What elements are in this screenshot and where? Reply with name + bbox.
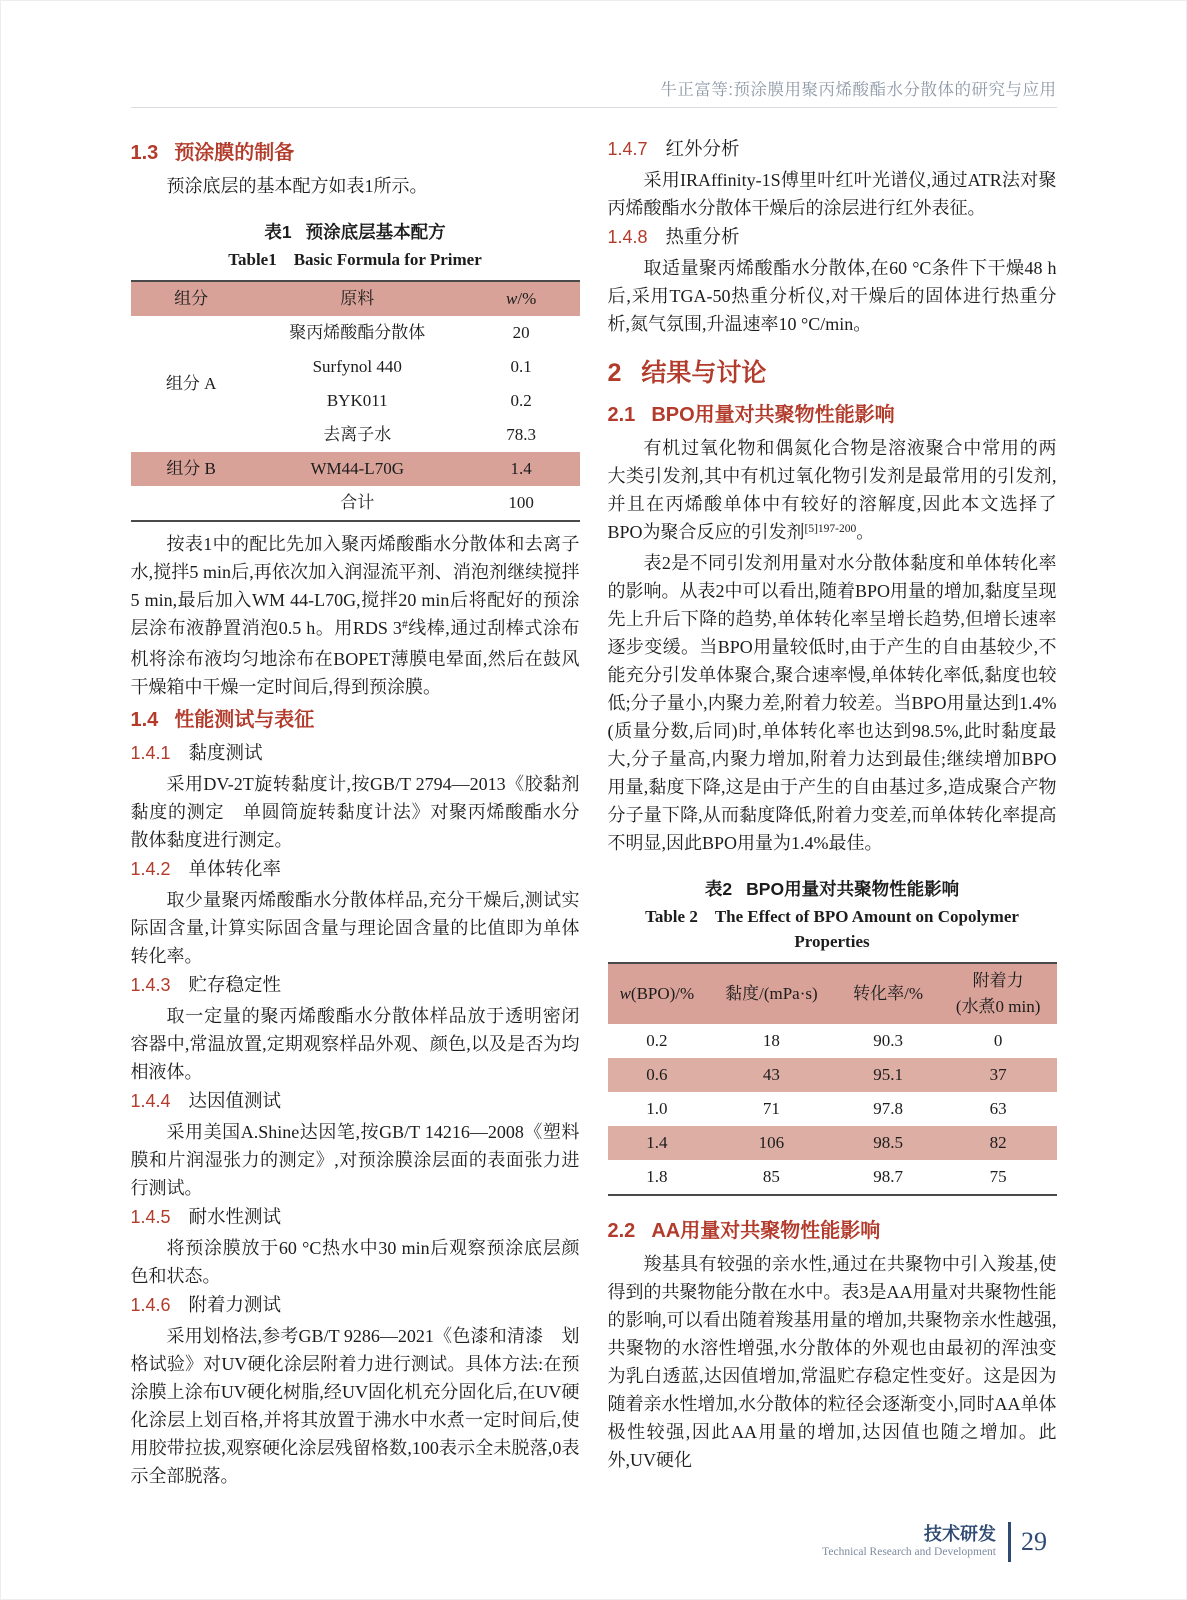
w-symbol: w [619, 984, 631, 1003]
table1-total-row [131, 486, 580, 521]
table1-basic-formula [131, 280, 580, 522]
subsection-heading-1-4-6 [131, 1291, 580, 1321]
subsection-title: 黏度测试 [188, 744, 263, 764]
table1-material: 聚丙烯酸酯分散体 [289, 323, 426, 342]
table2-caption-cn [608, 877, 1057, 902]
paragraph-dyne-test: 采用美国A.Shine达因笔,按GB/T 14216—2008《塑料 膜和片润湿张力的测定》,对预涂膜涂层面的表面张力进行测试。 [130, 1122, 598, 1198]
subsection-heading-1-4-5 [131, 1203, 580, 1233]
footer-section-label [822, 1524, 996, 1560]
table-row [608, 1092, 1057, 1126]
table1-total-label: 合计 [340, 493, 375, 512]
table2-col-viscosity: 黏度/(mPa·s) [725, 984, 818, 1003]
cell: 1.8 [646, 1167, 668, 1186]
subsection-title: 附着力测试 [188, 1296, 282, 1316]
section-number: 2.1 [607, 404, 636, 426]
table1-value: 78.3 [506, 425, 536, 444]
table2-caption-text: BPO用量对共聚物性能影响 [746, 879, 960, 899]
table1-caption-label: 表1 [264, 222, 292, 242]
table1-value: 0.1 [510, 357, 532, 376]
table1-col-material: 原料 [340, 289, 375, 308]
cell: 0.2 [646, 1031, 668, 1050]
paragraph-text: 线棒,通过刮棒式涂布机将涂布液均匀地涂布在BOPET薄膜电晕面,然后在鼓风干燥箱中干燥一定时间后,得到预涂膜。 [130, 618, 580, 697]
subsection-number: 1.4.5 [130, 1207, 171, 1227]
section-number: 2.2 [607, 1220, 636, 1242]
paragraph-ir-analysis: 采用IRAffinity-1S傅里叶红叶光谱仪,通过ATR法对聚丙烯酸酯水分散体干燥后的涂层进行红外表征。 [607, 170, 1057, 218]
subsection-title: 红外分析 [665, 140, 740, 160]
section-number: 1.4 [130, 709, 159, 731]
footer-label-cn: 技术研发 [924, 1524, 996, 1544]
page-content [131, 0, 1057, 1490]
table1-material: 去离子水 [323, 425, 392, 444]
cell: 43 [762, 1065, 780, 1084]
table-row [131, 316, 580, 350]
subsection-number: 1.4.4 [130, 1091, 171, 1111]
paragraph-aa-discussion: 羧基具有较强的亲水性,通过在共聚物中引入羧基,使得到的共聚物能分散在水中。表3是AA用量对共聚物性能的影响,可以看出随着羧基用量的增加,共聚物亲水性越强,共聚物的水溶性增强,水分散体的外观也由最初的浑浊变为乳白透蓝,达因值增加,常温贮存稳定性变好。这是因为随着亲水性增加,水分散体的粒径会逐渐变小,同时AA单体极性较强,因此AA用量的增加,达因值也随之增加。此外,UV硬化 [607, 1254, 1057, 1470]
table1-material: WM44-L70G [310, 459, 404, 478]
section-title: 结果与讨论 [641, 359, 767, 387]
spacer [131, 522, 580, 530]
section-heading-2-1 [608, 400, 1057, 430]
subsection-title: 贮存稳定性 [188, 976, 282, 996]
paragraph-text: 有机过氧化物和偶氮化合物是溶液聚合中常用的两大类引发剂,其中有机过氧化物引发剂是最常用的引发剂,并且在丙烯酸单体中有较好的溶解度,因此本文选择了BPO为聚合反应的引发剂 [607, 438, 1057, 542]
two-column-layout [131, 134, 1057, 1490]
subsection-title: 达因值测试 [188, 1092, 282, 1112]
table1-caption-cn [131, 220, 580, 245]
subsection-heading-1-4-4 [131, 1087, 580, 1117]
section-title: 性能测试与表征 [174, 709, 315, 731]
spacer [608, 1196, 1057, 1212]
subsection-title: 耐水性测试 [188, 1208, 282, 1228]
subsection-number: 1.4.3 [130, 975, 171, 995]
table1-value: 20 [512, 323, 530, 342]
paragraph-bpo-discussion: 表2是不同引发剂用量对水分散体黏度和单体转化率的影响。从表2中可以看出,随着BPO用量的增加,黏度呈现先上升后下降的趋势,单体转化率呈增长趋势,但增长速率逐步变缓。当BPO用量较低时,由于产生的自由基较少,不能充分引发单体聚合,聚合速率慢,单体转化率低,黏度也较低;分子量小,内聚力差,附着力较差。当BPO用量达到1.4%(质量分数,后同)时,单体转化率也达到98.5%,此时黏度最大,分子量高,内聚力增加,附着力达到最佳;继续增加BPO用量,黏度下降,这是由于产生的自由基过多,造成聚合产物分子量下降,从而黏度降低,附着力变差,而单体转化率提高不明显,因此BPO用量为1.4%最佳。 [607, 553, 1057, 853]
table1-header-row [131, 281, 580, 316]
cell: 90.3 [873, 1031, 903, 1050]
cell: 106 [758, 1133, 785, 1152]
subsection-heading-1-4-8 [608, 223, 1057, 253]
superscript-citation: [5]197-200 [804, 523, 857, 535]
table2-col-wbpo [608, 963, 707, 1024]
adhesion-line2: (水煮0 min) [955, 997, 1041, 1016]
cell: 37 [989, 1065, 1007, 1084]
running-head-title: 牛正富等:预涂膜用聚丙烯酸酯水分散体的研究与应用 [660, 81, 1057, 99]
cell: 97.8 [873, 1099, 903, 1118]
cell: 63 [989, 1099, 1007, 1118]
table2-col-conversion: 转化率/% [853, 984, 924, 1003]
paragraph-bpo-initiator [608, 434, 1057, 549]
table1-empty-cell [131, 486, 252, 521]
section-number: 2 [607, 359, 622, 387]
cell: 95.1 [873, 1065, 903, 1084]
table1-group-b-label: 组分 B [166, 459, 216, 478]
paragraph-water-resistance: 将预涂膜放于60 °C热水中30 min后观察预涂底层颜色和状态。 [130, 1238, 580, 1286]
table2-caption-label: 表2 [704, 879, 733, 899]
footer-label-en: Technical Research and Development [822, 1546, 996, 1558]
subsection-number: 1.4.7 [607, 139, 648, 159]
table2-col-adhesion [940, 963, 1057, 1024]
paragraph-intro-table1: 预涂底层的基本配方如表1所示。 [166, 176, 428, 196]
cell: 98.5 [873, 1133, 903, 1152]
section-heading-1-3 [131, 138, 580, 168]
subsection-heading-1-4-2 [131, 855, 580, 885]
subsection-number: 1.4.1 [130, 743, 171, 763]
cell: 18 [762, 1031, 780, 1050]
subsection-heading-1-4-1 [131, 739, 580, 769]
subsection-heading-1-4-3 [131, 971, 580, 1001]
w-unit: /% [517, 289, 537, 308]
cell: 75 [989, 1167, 1007, 1186]
paragraph-viscosity-test: 采用DV-2T旋转黏度计,按GB/T 2794—2013《胶黏剂黏度的测定 单圆筒旋转黏度计法》对聚丙烯酸酯水分散体黏度进行测定。 [130, 774, 580, 850]
section-heading-2 [608, 356, 1057, 390]
table-row [608, 1024, 1057, 1058]
section-number: 1.3 [130, 142, 159, 164]
table1-value: 0.2 [510, 391, 532, 410]
table1-col-component: 组分 [174, 289, 209, 308]
table2-bpo-effect [608, 962, 1057, 1196]
paragraph-mixing-procedure [131, 530, 580, 701]
w-symbol: w [506, 289, 518, 308]
header-rule [131, 107, 1057, 108]
table2-header-row [608, 963, 1057, 1024]
footer-divider [1008, 1522, 1011, 1562]
subsection-number: 1.4.2 [130, 859, 171, 879]
subsection-number: 1.4.8 [607, 227, 648, 247]
table1-caption-text: 预涂底层基本配方 [305, 222, 446, 242]
cell: 98.7 [873, 1167, 903, 1186]
table-row [608, 1126, 1057, 1160]
table1-material: Surfynol 440 [312, 357, 402, 376]
table-row [608, 1160, 1057, 1195]
paragraph-adhesion-test: 采用划格法,参考GB/T 9286—2021《色漆和清漆 划格试验》对UV硬化涂层附着力进行测试。具体方法:在预涂膜上涂布UV硬化树脂,经UV固化机充分固化后,在UV硬化涂层上划百格,并将其放置于沸水中水煮一定时间后,使用胶带拉拔,观察硬化涂层残留格数,100表示全未脱落,0表示全部脱落。 [130, 1326, 580, 1486]
adhesion-line1: 附着力 [972, 971, 1024, 990]
paragraph-storage-stability: 取一定量的聚丙烯酸酯水分散体样品放于透明密闭容器中,常温放置,定期观察样品外观、颜色,以及是否为均相液体。 [130, 1006, 580, 1082]
section-title: BPO用量对共聚物性能影响 [651, 404, 895, 426]
section-heading-1-4 [131, 705, 580, 735]
table1-col-w [463, 281, 580, 316]
w-unit: (BPO)/% [630, 984, 695, 1003]
section-title: 预涂膜的制备 [174, 142, 295, 164]
cell: 1.4 [646, 1133, 668, 1152]
cell: 0 [993, 1031, 1003, 1050]
paragraph-conversion-rate: 取少量聚丙烯酸酯水分散体样品,充分干燥后,测试实际固含量,计算实际固含量与理论固含量的比值即为单体转化率。 [130, 890, 580, 966]
cell: 71 [762, 1099, 780, 1118]
table2-caption-en: Table 2 The Effect of BPO Amount on Copolymer Properties [645, 907, 1019, 951]
page-number: 29 [1021, 1527, 1047, 1556]
cell: 82 [989, 1133, 1007, 1152]
subsection-heading-1-4-7 [608, 135, 1057, 165]
paragraph-text: 按表1中的配比先加入聚丙烯酸酯水分散体和去离子水,搅拌5 min后,再依次加入润湿流平剂、消泡剂继续搅拌5 min,最后加入WM 44-L70G,搅拌20 min后将配好的预涂层涂布液静置消泡0.5 h。用RDS 3 [130, 534, 580, 638]
table1-caption-en: Table1 Basic Formula for Primer [228, 250, 482, 269]
table1-value: 1.4 [510, 459, 532, 478]
cell: 0.6 [646, 1065, 668, 1084]
subsection-title: 热重分析 [665, 228, 740, 248]
cell: 85 [762, 1167, 780, 1186]
section-title: AA用量对共聚物性能影响 [651, 1220, 881, 1242]
right-column [608, 134, 1057, 1490]
subsection-number: 1.4.6 [130, 1295, 171, 1315]
subsection-title: 单体转化率 [188, 860, 282, 880]
page-footer [822, 1522, 1047, 1562]
table1-group-a-label: 组分 A [165, 374, 217, 393]
cell: 1.0 [646, 1099, 668, 1118]
left-column [130, 134, 598, 1490]
table1-material: BYK011 [326, 391, 388, 410]
superscript-hash: # [401, 619, 408, 631]
table1-group-b-row [131, 452, 580, 486]
paragraph-text: 。 [856, 522, 875, 542]
table-row [608, 1058, 1057, 1092]
section-heading-2-2 [608, 1216, 1057, 1246]
paragraph-tga-analysis: 取适量聚丙烯酸酯水分散体,在60 °C条件下干燥48 h后,采用TGA-50热重分析仪,对干燥后的固体进行热重分析,氮气氛围,升温速率10 °C/min。 [607, 258, 1057, 334]
table1-total-value: 100 [508, 493, 534, 512]
